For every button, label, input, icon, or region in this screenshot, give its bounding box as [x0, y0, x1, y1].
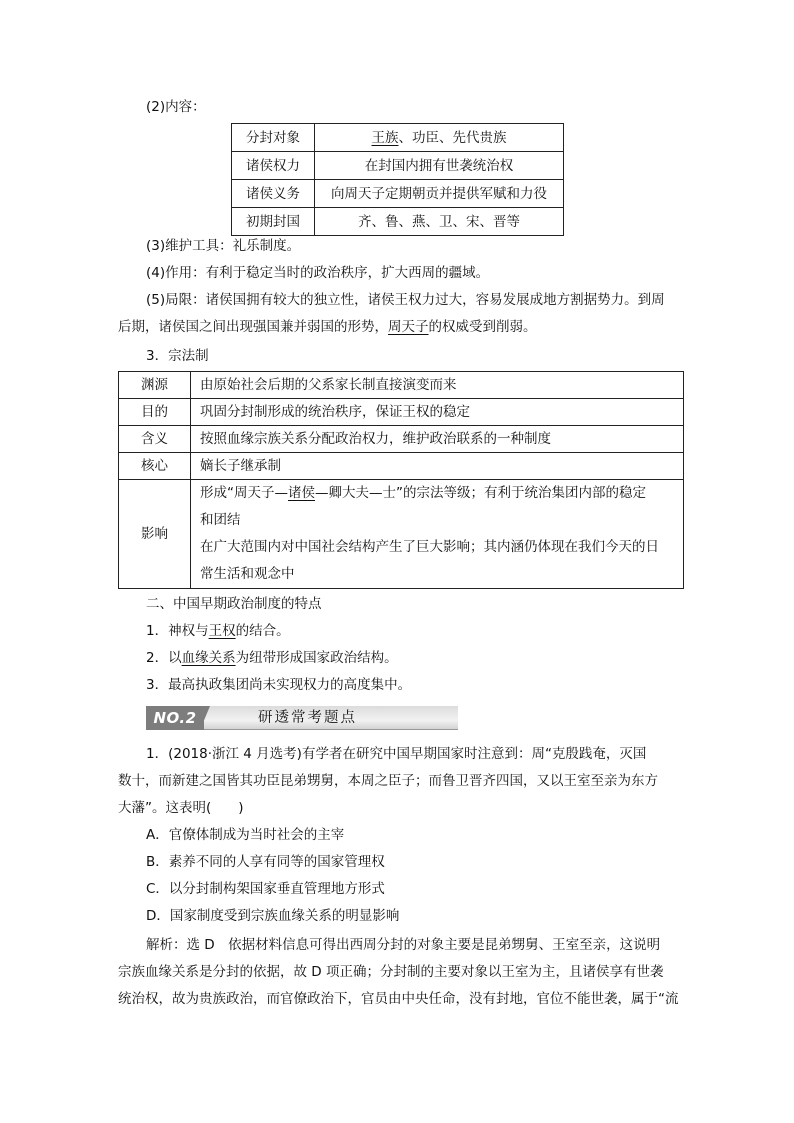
impact-line: 在广大范围内对中国社会结构产生了巨大影响；其内涵仍体现在我们今天的日 [200, 539, 659, 555]
option-c: C．以分封制构架国家垂直管理地方形式 [146, 881, 385, 897]
analysis-line2: 宗族血缘关系是分封的依据，故 D 项正确；分封制的主要对象以王室为主，且诸侯享有世袭 [118, 964, 664, 980]
feature-item-3: 3．最高执政集团尚未实现权力的高度集中。 [146, 677, 412, 693]
section-number-badge: NO.2 [146, 706, 204, 730]
table-value-cell: 由原始社会后期的父系家长制直接演变而来 [191, 372, 684, 399]
table-value-cell [315, 124, 564, 152]
underlined-term: 血缘关系 [181, 650, 236, 666]
impact-line: 常生活和观念中 [200, 566, 295, 582]
feature-item-1 [146, 621, 290, 641]
section-limitation-line2 [118, 317, 537, 337]
question-stem-line1: 1．(2018·浙江 4 月选考)有学者在研究中国早期国家时注意到：周“克殷践奄，灭国 [146, 746, 647, 762]
table-value-cell: 巩固分封制形成的统治秩序，保证王权的稳定 [191, 399, 684, 426]
features-heading: 二、中国早期政治制度的特点 [146, 596, 322, 612]
question-stem-line2: 数十，而新建之国皆其功臣昆弟甥舅，本周之臣子；而鲁卫晋齐四国，又以王室至亲为东方 [118, 773, 658, 789]
table-row [232, 124, 564, 152]
question-stem-line3: 大藩”。这表明( ) [118, 800, 244, 816]
table-key-cell: 初期封国 [232, 208, 315, 236]
analysis-line1: 解析：选 D 依据材料信息可得出西周分封的对象主要是昆弟甥舅、王室至亲，这说明 [146, 937, 661, 953]
table-key-cell: 诸侯义务 [232, 180, 315, 208]
table-row [119, 372, 684, 399]
zongfa-table [118, 371, 684, 589]
underlined-term: 王权 [208, 623, 236, 639]
section-maintenance-tool: (3)维护工具：礼乐制度。 [146, 238, 301, 254]
table-value-cell: 嫡长子继承制 [191, 453, 684, 480]
table-row [232, 180, 564, 208]
table-value-cell: 向周天子定期朝贡并提供军赋和力役 [315, 180, 564, 208]
section-banner [146, 706, 458, 730]
feature-item-2 [146, 648, 398, 668]
table-row [232, 208, 564, 236]
table-value-cell: 在封国内拥有世袭统治权 [315, 152, 564, 180]
table-key-cell: 含义 [119, 426, 191, 453]
table-key-cell: 渊源 [119, 372, 191, 399]
text-segment: —卿大夫—士”的宗法等级；有利于统治集团内部的稳定 [315, 485, 646, 501]
table-row [232, 152, 564, 180]
text-segment: 的结合。 [235, 623, 290, 639]
text-segment: 的权威受到削弱。 [428, 319, 537, 335]
table-value-cell: 齐、鲁、燕、卫、宋、晋等 [315, 208, 564, 236]
table-value-cell: 按照血缘宗族关系分配政治权力，维护政治联系的一种制度 [191, 426, 684, 453]
section-heading-content: (2)内容： [146, 99, 206, 115]
text-segment: 后期，诸侯国之间出现强国兼并弱国的形势， [118, 319, 388, 335]
table-value-text: 、功臣、先代贵族 [398, 129, 507, 146]
table-key-cell: 分封对象 [232, 124, 315, 152]
table-key-cell: 影响 [119, 480, 191, 589]
table-row [119, 399, 684, 426]
section-function: (4)作用：有利于稳定当时的政治秩序，扩大西周的疆域。 [146, 265, 490, 281]
impact-line: 和团结 [200, 512, 241, 528]
section-limitation-line1: (5)局限：诸侯国拥有较大的独立性，诸侯王权力过大，容易发展成地方割据势力。到周 [146, 292, 665, 308]
table-value-cell [191, 480, 684, 589]
option-a: A．官僚体制成为当时社会的主宰 [146, 827, 345, 843]
underlined-term: 周天子 [388, 319, 429, 335]
table-row [119, 480, 684, 589]
text-segment: 为纽带形成国家政治结构。 [235, 650, 398, 666]
table-row [119, 453, 684, 480]
impact-line [200, 480, 677, 507]
table-key-cell: 诸侯权力 [232, 152, 315, 180]
banner-title: 研透常考题点 [258, 710, 357, 726]
zongfa-heading: 3．宗法制 [146, 348, 209, 364]
analysis-line3: 统治权，故为贵族政治，而官僚政治下，官员由中央任命，没有封地，官位不能世袭，属于“流 [118, 991, 679, 1007]
fenfeng-content-table [231, 123, 564, 236]
table-key-cell: 目的 [119, 399, 191, 426]
table-row [119, 426, 684, 453]
text-segment: 2．以 [146, 650, 182, 666]
text-segment: 1．神权与 [146, 623, 209, 639]
underlined-term: 诸侯 [288, 485, 315, 501]
underlined-term: 王族 [371, 129, 399, 146]
option-d: D．国家制度受到宗族血缘关系的明显影响 [146, 908, 400, 924]
table-key-cell: 核心 [119, 453, 191, 480]
text-segment: 形成“周天子— [200, 485, 288, 501]
option-b: B．素养不同的人享有同等的国家管理权 [146, 854, 385, 870]
